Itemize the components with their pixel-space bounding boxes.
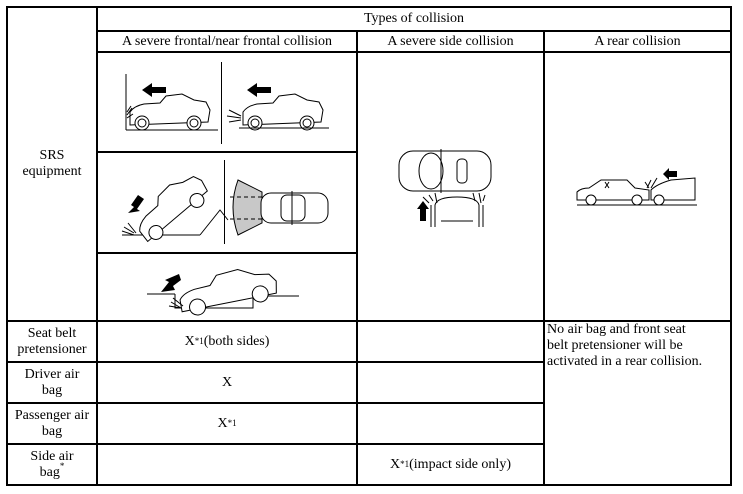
table-border-bottom <box>6 484 732 486</box>
activation-mark: X <box>217 415 228 431</box>
cell-driver-air-bag-frontal <box>98 363 356 402</box>
note-line: activated in a rear collision. <box>547 354 703 369</box>
column-header-label: A severe side collision <box>387 33 514 49</box>
divider <box>96 51 732 53</box>
option-asterisk: * <box>59 460 65 471</box>
cell-seat-belt-frontal: X $^{*1}$ (both sides) <box>184 333 270 349</box>
activation-mark: X <box>390 456 401 472</box>
row-label: bag <box>39 464 60 480</box>
note-line: belt pretensioner will be <box>547 338 683 353</box>
rear-end-collision-illustration <box>575 168 700 208</box>
car-climbing-embankment-illustration <box>120 165 230 237</box>
row-label: Passenger air <box>14 407 90 423</box>
column-header-label: A rear collision <box>594 33 681 49</box>
car-dropping-into-ditch-illustration <box>145 262 310 314</box>
row-label-seat-belt-pretensioner <box>8 322 96 361</box>
divider <box>96 151 357 153</box>
illustration-divider <box>221 62 222 144</box>
column-header-side <box>358 32 543 51</box>
group-header <box>98 8 730 30</box>
note-line: No air bag and front seat <box>547 322 686 337</box>
car-hitting-obstacle-illustration <box>225 70 335 132</box>
divider <box>96 252 357 254</box>
row-label: Driver air <box>24 366 80 382</box>
car-hitting-wall-illustration <box>120 70 220 132</box>
rear-collision-note <box>547 322 730 484</box>
row-label-side-air-bag <box>8 445 96 484</box>
row-label-driver-air-bag <box>8 363 96 402</box>
activation-note: (impact side only) <box>409 456 511 472</box>
column-header-frontal <box>98 32 356 51</box>
row-header-srs-equipment <box>8 8 96 320</box>
row-label: Seat belt <box>27 325 77 341</box>
illustration-divider <box>224 160 225 244</box>
cell-side-air-bag-side: X $^{*1}$ (impact side only) <box>390 456 511 472</box>
row-label: bag <box>41 423 63 439</box>
activation-mark: X <box>184 333 195 349</box>
row-label: pretensioner <box>17 341 87 357</box>
column-header-rear <box>545 32 730 51</box>
table-border-right <box>730 6 732 486</box>
activation-mark: X <box>221 374 233 390</box>
divider <box>356 30 358 486</box>
frontal-impact-zone-top-view-illustration <box>226 175 336 240</box>
group-header-label: Types of collision <box>363 11 465 26</box>
row-label-passenger-air-bag <box>6 404 98 443</box>
row-header-label: SRS <box>39 148 65 163</box>
column-header-label: A severe frontal/near frontal collision <box>122 33 332 49</box>
row-label: bag <box>41 382 63 398</box>
row-label: Side air <box>30 448 74 464</box>
divider <box>543 30 545 486</box>
cell-passenger-air-bag-frontal: X $^{*1}$ <box>217 415 237 431</box>
row-header-label: equipment <box>22 164 82 179</box>
side-impact-top-view-illustration <box>393 145 503 230</box>
activation-note: (both sides) <box>203 333 270 349</box>
